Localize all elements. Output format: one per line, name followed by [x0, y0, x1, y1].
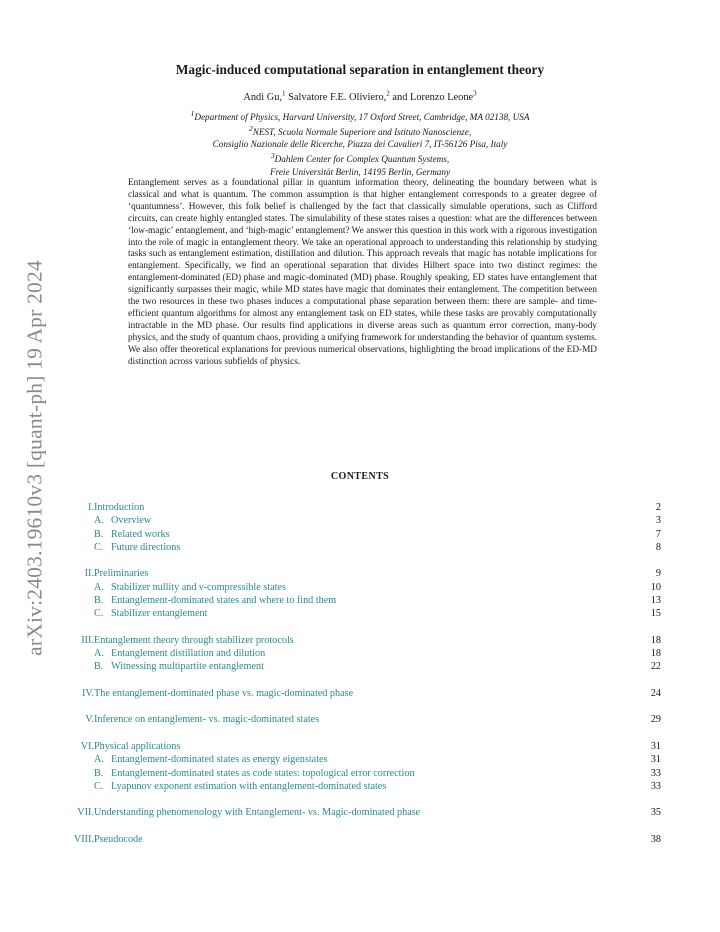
toc-entry-number: VII. [77, 807, 94, 819]
toc-page-number: 31 [650, 754, 661, 766]
toc-entry-link[interactable]: Inference on entanglement- vs. magic-dominated states [94, 714, 320, 726]
toc-entry-link[interactable]: Entanglement-dominated states as energy eigenstates [111, 754, 328, 766]
toc-entry-number: A. [94, 515, 104, 527]
toc-subsection-entry[interactable] [0, 542, 720, 555]
toc-entry-link[interactable]: The entanglement-dominated phase vs. magic-dominated phase [94, 687, 354, 699]
toc-section-entry[interactable] [0, 688, 720, 701]
toc-entry-link[interactable]: Entanglement-dominated states and where to find them [111, 595, 337, 606]
toc-entry-number: V. [85, 714, 94, 726]
affiliation-line: $^3$Dahlem Center for Complex Quantum Systems, [270, 151, 450, 165]
toc-subsection-entry[interactable] [0, 661, 720, 674]
toc-subsection-entry[interactable] [0, 529, 720, 542]
toc-entry-number: C. [94, 780, 104, 792]
toc-page-number: 13 [650, 595, 661, 606]
author[interactable]: and Lorenzo Leone$^3$ [392, 90, 477, 104]
toc-entry-number: VIII. [73, 833, 94, 845]
paper-title: Magic-induced computational separation in entanglement theory [175, 62, 545, 77]
toc-section-entry[interactable] [0, 834, 720, 847]
affiliation-line: $^2$NEST, Scuola Normale Superiore and Istituto Nanoscienze, [248, 124, 472, 138]
toc-entry-link[interactable]: Stabilizer nullity and ν-compressible states [111, 581, 286, 593]
affiliations [0, 108, 720, 178]
toc-entry-number: B. [94, 661, 104, 673]
toc-entry-link[interactable]: Physical applications [94, 740, 181, 752]
toc-subsection-entry[interactable] [0, 582, 720, 595]
toc-section-entry[interactable] [0, 635, 720, 648]
toc-entry-number: C. [94, 608, 104, 620]
toc-entry-link[interactable]: Lyapunov exponent estimation with entanglement-dominated states [111, 780, 387, 792]
toc-entry-number: III. [81, 634, 94, 646]
toc-subsection-entry[interactable] [0, 648, 720, 661]
toc-section-entry[interactable] [0, 741, 720, 754]
contents-heading: CONTENTS [330, 471, 390, 482]
toc-subsection-entry[interactable] [0, 754, 720, 767]
toc-entry-number: C. [94, 541, 104, 553]
toc-page-number: 29 [650, 714, 661, 726]
toc-page-number: 31 [650, 740, 661, 752]
toc-entry-link[interactable]: Stabilizer entanglement [111, 608, 208, 620]
toc-entry-link[interactable]: Entanglement distillation and dilution [111, 648, 266, 660]
author[interactable]: Andi Gu,$^1$ [243, 90, 286, 104]
toc-entry-number: II. [84, 568, 94, 580]
toc-entry-number: IV. [82, 687, 94, 699]
toc-entry-number: B. [94, 528, 104, 540]
toc-subsection-entry[interactable] [0, 595, 720, 608]
toc-subsection-entry[interactable] [0, 515, 720, 528]
toc-entry-link[interactable]: Related works [111, 528, 170, 540]
toc-entry-number: B. [94, 767, 104, 779]
toc-section-entry[interactable] [0, 502, 720, 515]
toc-entry-number: A. [94, 581, 104, 593]
author[interactable]: Salvatore F.E. Oliviero,$^2$ [288, 90, 390, 104]
author-list [0, 90, 720, 103]
toc-entry-link[interactable]: Preliminaries [94, 568, 149, 580]
toc-entry-number: VI. [80, 740, 94, 752]
toc-page-number: 18 [650, 634, 661, 646]
toc-entry-number: A. [94, 754, 104, 766]
toc-section-entry[interactable] [0, 714, 720, 727]
toc-entry-number: A. [94, 648, 104, 660]
toc-page-number: 22 [650, 661, 661, 673]
toc-entry-link[interactable]: Future directions [111, 541, 181, 553]
abstract: Entanglement serves as a foundational pillar in quantum information theory, delineating the boundary between what is classical and what is quantum. The common assumption is that higher entanglement corresponds to a greater degree of ‘quantumness’. However, this folk belief is challenged by the fact that classically simulable operations, such as Clifford circuits, can create highly entangled states. The simulability of these states raises a question: what are the differences between ‘low-magic’ entanglement, and ‘high-magic’ entanglement? We answer this question in this work with a rigorous investigation into the role of magic in entanglement theory. We take an operational approach to understanding this relationship by studying tasks such as entanglement estimation, distillation and dilution. This approach reveals that magic has notable implications for entanglement. Specifically, we find an operational separation that divides Hilbert space into two distinct regimes: the entanglement-dominated (ED) phase and magic-dominated (MD) phase. Roughly speaking, ED states have entanglement that significantly surpasses their magic, while MD states have magic that dominates their entanglement. The competition between the two resources in these two phases induces a computational phase separation between them: there are sample- and time-efficient quantum algorithms for almost any entanglement task on ED states, while these tasks are provably computationally intractable in the MD phase. Our results find applications in diverse areas such as quantum error correction, many-body physics, and the study of quantum chaos, providing a unifying framework for understanding the behavior of quantum systems. We also offer theoretical explanations for previous numerical observations, highlighting the broad implications of the ED-MD distinction across various subfields of physics. [128, 178, 597, 367]
toc-entry-link[interactable]: Entanglement theory through stabilizer protocols [94, 634, 294, 646]
toc-page-number: 10 [650, 581, 661, 593]
toc-entry-link[interactable]: Understanding phenomenology with Entanglement- vs. Magic-dominated phase [94, 807, 421, 819]
toc-page-number: 35 [650, 807, 661, 819]
toc-page-number: 2 [655, 502, 661, 513]
toc-entry-link[interactable]: Introduction [94, 502, 145, 513]
toc-page-number: 38 [650, 833, 661, 845]
toc-page-number: 24 [650, 687, 661, 699]
toc-page-number: 3 [655, 515, 661, 527]
arxiv-stamp-text: arXiv:2403.19610v3 [quant-ph] 19 Apr 2024 [22, 260, 47, 656]
toc-section-entry[interactable] [0, 568, 720, 581]
toc-page-number: 15 [650, 608, 661, 620]
toc-page-number: 8 [655, 541, 661, 553]
toc-entry-link[interactable]: Pseudocode [94, 833, 143, 845]
toc-page-number: 9 [655, 568, 661, 580]
toc-page-number: 18 [650, 648, 661, 660]
toc-page-number: 7 [655, 528, 661, 540]
toc-page-number: 33 [650, 767, 661, 779]
affiliation-line: $^1$Department of Physics, Harvard University, 17 Oxford Street, Cambridge, MA 02138, USA [190, 109, 530, 123]
toc-entry-number: B. [94, 595, 104, 606]
toc-page-number: 33 [650, 780, 661, 792]
toc-entry-link[interactable]: Witnessing multipartite entanglement [111, 661, 264, 673]
toc-subsection-entry[interactable] [0, 781, 720, 794]
toc-entry-number: I. [88, 502, 94, 513]
affiliation-line: Consiglio Nazionale delle Ricerche, Piazza dei Cavalieri 7, IT-56126 Pisa, Italy [212, 139, 508, 150]
toc-subsection-entry[interactable] [0, 768, 720, 781]
affiliation-line: Freie Universität Berlin, 14195 Berlin, Germany [269, 166, 451, 177]
toc-entry-link[interactable]: Overview [111, 515, 152, 527]
toc-entry-link[interactable]: Entanglement-dominated states as code states: topological error correction [111, 767, 415, 779]
toc-section-entry[interactable] [0, 807, 720, 820]
toc-subsection-entry[interactable] [0, 608, 720, 621]
